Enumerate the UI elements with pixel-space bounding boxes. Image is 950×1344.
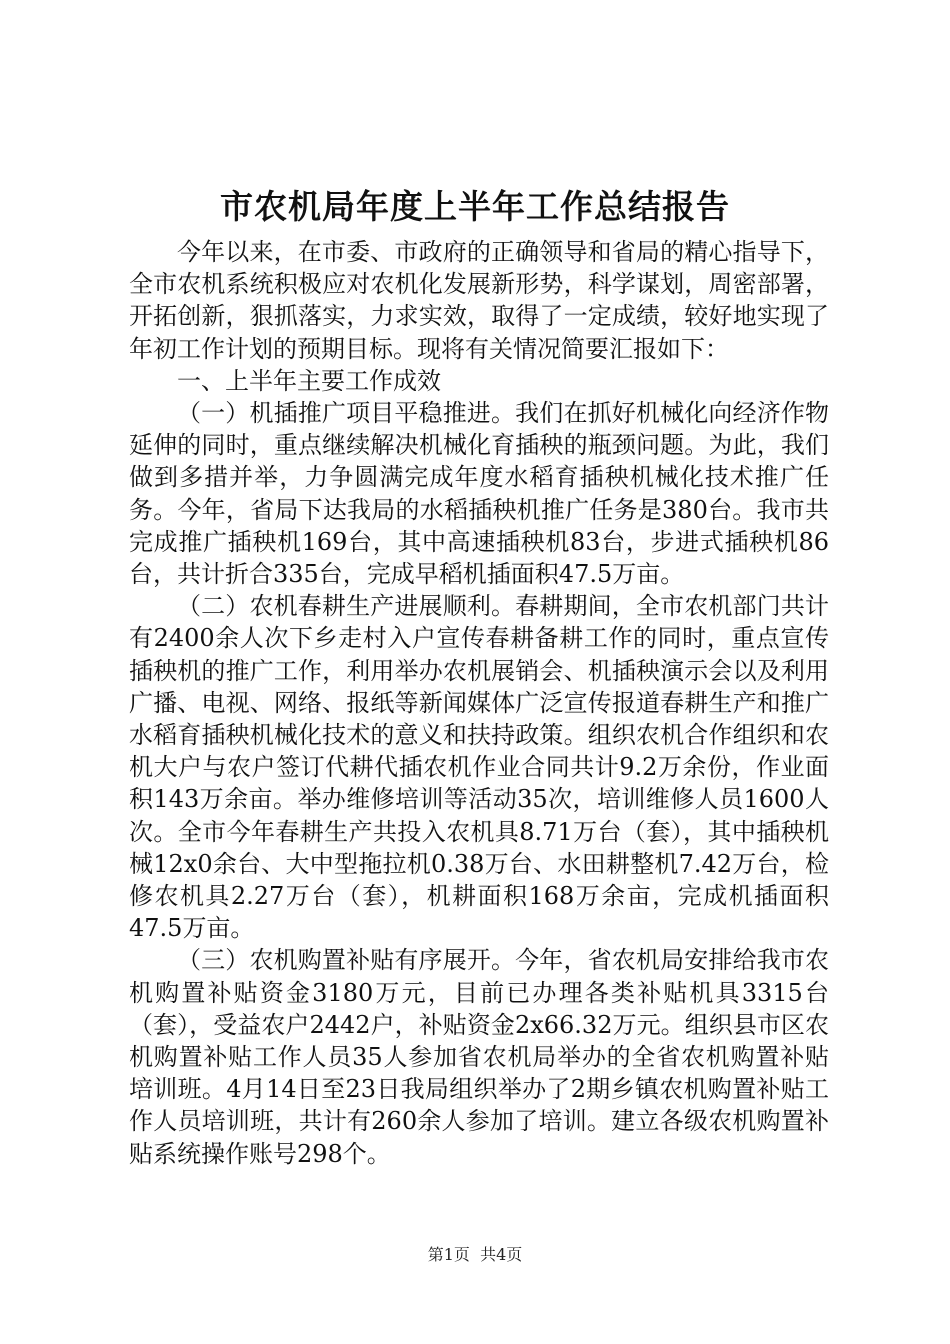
page-number: 第1页 共4页: [427, 1245, 523, 1264]
document-body: [129, 236, 829, 1170]
paragraph-item-3: （三）农机购置补贴有序展开。今年，省农机局安排给我市农机购置补贴资金3180万元，目前已办理各类补贴机具3315台（套），受益农户2442户，补贴资金2x66.32万元。组织县市区农机购置补贴工作人员35人参加省农机局举办的全省农机购置补贴培训班。4月14日至23日我局组织举办了2期乡镇农机购置补贴工作人员培训班，共计有260余人参加了培训。建立各级农机购置补贴系统操作账号298个。: [129, 946, 829, 1168]
page-footer: [0, 1244, 950, 1266]
document-title: 市农机局年度上半年工作总结报告: [220, 187, 730, 226]
intro-paragraph: 今年以来，在市委、市政府的正确领导和省局的精心指导下，全市农机系统积极应对农机化发展新形势，科学谋划，周密部署，开拓创新，狠抓落实，力求实效，取得了一定成绩，较好地实现了年初工作计划的预期目标。现将有关情况简要汇报如下：: [129, 238, 829, 363]
paragraph-item-1: （一）机插推广项目平稳推进。我们在抓好机械化向经济作物延伸的同时，重点继续解决机械化育插秧的瓶颈问题。为此，我们做到多措并举，力争圆满完成年度水稻育插秧机械化技术推广任务。今年，省局下达我局的水稻插秧机推广任务是380台。我市共完成推广插秧机169台，其中高速插秧机83台，步进式插秧机86台，共计折合335台，完成早稻机插面积47.5万亩。: [129, 399, 829, 589]
paragraph-item-2: （二）农机春耕生产进展顺利。春耕期间，全市农机部门共计有2400余人次下乡走村入户宣传春耕备耕工作的同时，重点宣传插秧机的推广工作，利用举办农机展销会、机插秧演示会以及利用广播、电视、网络、报纸等新闻媒体广泛宣传报道春耕生产和推广水稻育插秧机械化技术的意义和扶持政策。组织农机合作组织和农机大户与农户签订代耕代插农机作业合同共计9.2万余份，作业面积143万余亩。举办维修培训等活动35次，培训维修人员1600人次。全市今年春耕生产共投入农机具8.71万台（套），其中插秧机械12x0余台、大中型拖拉机0.38万台、水田耕整机7.42万台，检修农机具2.27万台（套），机耕面积168万余亩，完成机插面积47.5万亩。: [129, 592, 829, 943]
section-heading: 一、上半年主要工作成效: [177, 366, 441, 395]
